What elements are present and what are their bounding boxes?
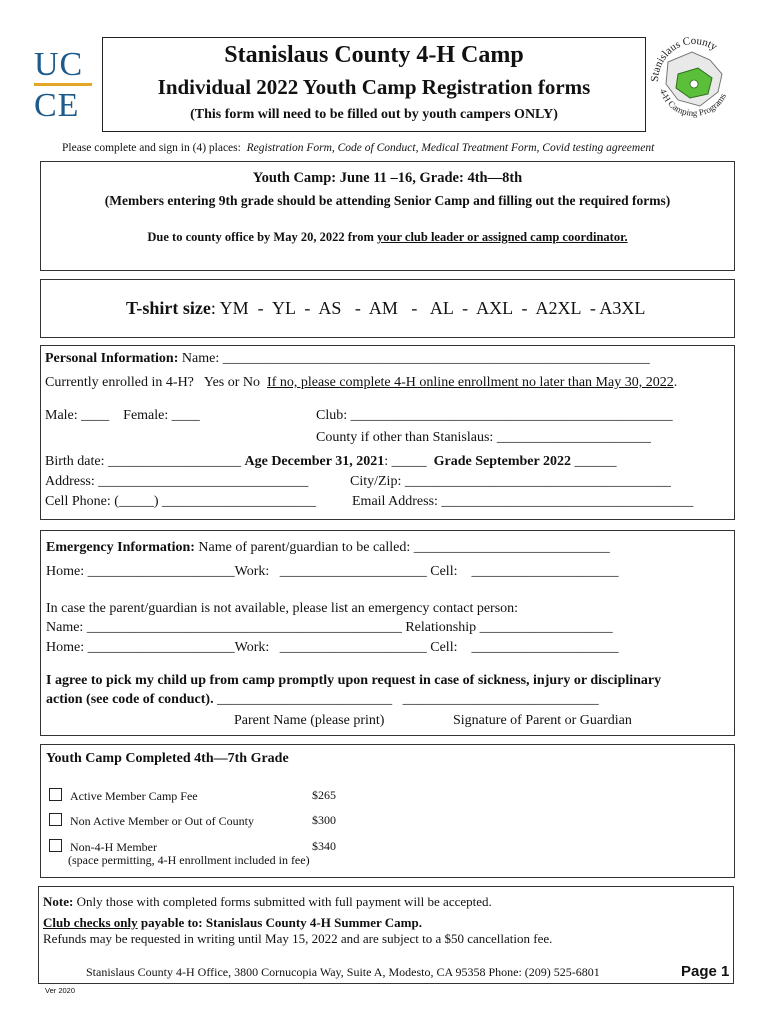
fee-item-active[interactable] [49,788,198,804]
version-label: Ver 2020 [45,986,76,995]
agreement-signature-row [46,692,599,708]
fee-price: $300 [312,813,336,827]
stanislaus-4h-seal [648,34,740,130]
fee-price: $265 [312,788,336,802]
checks-line [43,915,422,931]
note-text: Only those with completed forms submitted with full payment will be accepted. [73,894,492,909]
signature-lines[interactable]: _________________________ ____________________________ [213,692,599,707]
fee-label: Non Active Member or Out of County [70,814,254,828]
seal-text-bottom: 4-H Camping Programs [658,87,729,118]
agreement-line2: action (see code of conduct). [46,692,214,707]
name-row [45,351,650,367]
checks-text: payable to: Stanislaus County 4-H Summer Camp. [137,915,422,930]
checks-label: Club checks only [43,915,138,930]
instructions [62,142,654,154]
enrollment-deadline: If no, please complete 4-H online enrollment no later than May 30, 2022 [267,375,674,390]
due-date [41,230,734,245]
logo-line2: CE [34,87,80,124]
tshirt-sizes[interactable]: : YM - YL - AS - AM - AL - AXL - A2XL - A3XL [210,298,646,318]
fee-label: Active Member Camp Fee [70,789,198,803]
due-prefix: Due to county office by May 20, 2022 from [147,230,377,244]
enrolled-row [45,375,677,391]
checkbox[interactable] [49,839,62,852]
seal-text-top: Stanislaus County [648,34,720,83]
logo-rule [34,83,92,86]
logo-line1: UC [34,46,84,83]
fee-note: (space permitting, 4-H enrollment included in fee) [68,853,310,867]
grade-field[interactable]: ______ [570,454,617,469]
grade-label: Grade September 2022 [433,454,571,469]
note-label: Note: [43,894,74,909]
county-field[interactable]: County if other than Stanislaus: ______________________ [316,430,651,445]
parent-phones-field[interactable]: Home: _____________________Work: _____________________ Cell: _____________________ [46,564,619,579]
email-field[interactable]: Email Address: ____________________________________ [352,494,694,509]
cell-phone-field[interactable]: Cell Phone: (_____) ______________________ [45,494,317,509]
parent-row [46,540,610,556]
ucce-logo [34,48,94,122]
address-field[interactable]: Address: ______________________________ [45,474,309,489]
youth-only-note: (This form will need to be filled out by youth campers ONLY) [190,107,558,122]
age-label: Age December 31, 2021 [244,454,385,469]
page-subtitle: Individual 2022 Youth Camp Registration forms [157,75,591,99]
fee-label: Non-4-H Member [70,840,157,854]
refund-policy: Refunds may be requested in writing until May 15, 2022 and are subject to a $50 cancellation fee. [43,931,553,946]
note-line [43,894,492,910]
pickup-agreement: I agree to pick my child up from camp promptly upon request in case of sickness, injury or disciplinary [46,673,662,688]
tshirt-line [126,298,645,319]
fee-price: $340 [312,839,336,853]
checkbox[interactable] [49,788,62,801]
parent-print-label: Parent Name (please print) [234,713,385,728]
alt-contact-name-field[interactable]: Name: _____________________________________________ Relationship ___________________ [46,620,613,635]
title-box [102,37,646,132]
birth-age-grade-row [45,454,616,470]
emergency-heading: Emergency Information: [46,540,195,555]
page-title: Stanislaus County 4-H Camp [224,42,524,68]
footer-address: Stanislaus County 4-H Office, 3800 Cornucopia Way, Suite A, Modesto, CA 95358 Phone: (209) 525-6801 [86,965,600,979]
instructions-lead: Please complete and sign in (4) places: [62,142,241,154]
fee-item-non-active[interactable] [49,813,254,829]
instructions-places: Registration Form, Code of Conduct, Medical Treatment Form, Covid testing agreement [246,142,655,154]
city-zip-field[interactable]: City/Zip: ______________________________________ [350,474,671,489]
enrolled-end: . [673,375,678,390]
signature-label: Signature of Parent or Guardian [453,713,632,728]
enrolled-question[interactable]: Currently enrolled in 4-H? Yes or No [45,375,268,390]
camp-dates: Youth Camp: June 11 –16, Grade: 4th—8th [252,170,523,186]
checkbox[interactable] [49,813,62,826]
parent-name-field[interactable]: Name of parent/guardian to be called: ____________________________ [194,540,610,555]
birth-date-field[interactable]: Birth date: ___________________ [45,454,245,469]
personal-heading: Personal Information: [45,351,179,366]
alt-contact-prompt: In case the parent/guardian is not available, please list an emergency contact person: [46,601,519,616]
ninth-grade-note: (Members entering 9th grade should be attending Senior Camp and filling out the required forms) [104,193,671,208]
page-number: Page 1 [681,963,730,980]
tshirt-label: T-shirt size [126,298,211,318]
tshirt-box [40,279,735,338]
alt-contact-phones-field[interactable]: Home: _____________________Work: _____________________ Cell: _____________________ [46,640,619,655]
camp-info-box [40,161,735,271]
due-coordinator: your club leader or assigned camp coordinator. [377,230,628,244]
club-field[interactable]: Club: ______________________________________________ [316,408,673,423]
gender-field[interactable]: Male: ____ Female: ____ [45,408,200,423]
personal-info-box [40,345,735,520]
emergency-info-box [40,530,735,736]
fees-box [40,744,735,878]
fees-heading: Youth Camp Completed 4th—7th Grade [46,751,289,766]
name-field[interactable]: Name: _____________________________________________________________ [178,351,650,366]
age-field[interactable]: : _____ [384,454,434,469]
